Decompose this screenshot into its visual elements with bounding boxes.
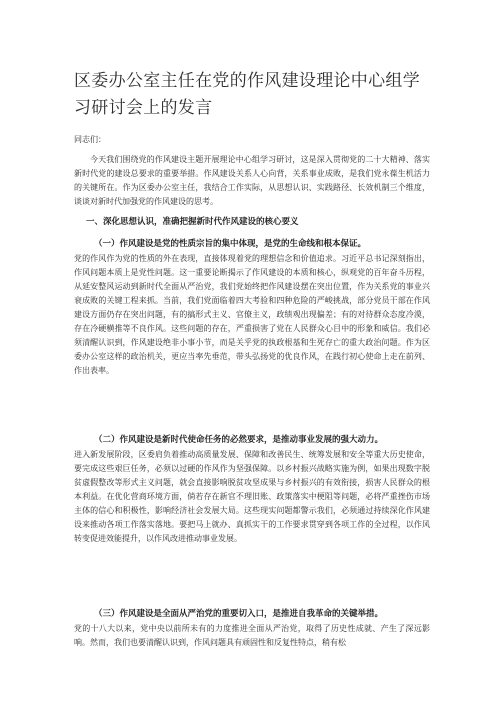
subsection-body-3: 党的十八大以来，党中央以前所未有的力度推进全面从严治党，取得了历史性成就、产生了深远影响。然而，我们也要清醒认识到，作风问题具有顽固性和反复性特点，稍有松: [74, 624, 430, 647]
greeting: 同志们：: [74, 135, 106, 144]
subsection-body-2: 进入新发展阶段，区委肩负着推动高质量发展、保障和改善民生、统筹发展和安全等重大历史使命，要完成这些艰巨任务，必须以过硬的作风作为坚强保障。以乡村振兴战略实施为例，如果出现数字脱贫虚假整改等形式主义问题，就会直接影响脱贫攻坚成果与乡村振兴的有效衔接，损害人民群众的根本利益。在优化营商环境方面，倘若存在新官不理旧账、政策落实中梗阻等问题，必将严重挫伤市场主体的信心和积极性，影响经济社会发展大局。这些现实问题都警示我们，必须通过持续深化作风建设来推动各项工作落实落地。要把马上就办、真抓实干的工作要求贯穿到各项工作的全过程，以作风转变促进效能提升，以作风改进推动事业发展。: [74, 450, 430, 543]
subsection-heading-1: （一）作风建设是党的性质宗旨的集中体现，是党的生命线和根本保证。: [94, 239, 367, 249]
intro-paragraph: 今天我们围绕党的作风建设主题开展理论中心组学习研讨，这是深入贯彻党的二十大精神、落实新时代党的建设总要求的重要举措。作风建设关系人心向背，关系事业成败，是我们党永葆生机活力的关键所在。作为区委办公室主任，我结合工作实际，从思想认识、实践路径、长效机制三个维度，谈谈对新时代加强党的作风建设的思考。: [74, 155, 430, 206]
document-title: 区委办公室主任在党的作风建设理论中心组学习研讨会上的发言: [74, 71, 420, 118]
section-heading: 一、深化思想认识，准确把握新时代作风建设的核心要义: [86, 217, 299, 227]
subsection-body-1: 党的作风作为党的性质的外在表现，直接体现着党的理想信念和价值追求。习近平总书记深刻指出，作风问题本质上是党性问题。这一重要论断揭示了作风建设的本质和核心，纵观党的百年奋斗历程，从延安整风运动到新时代全面从严治党，我们党始终把作风建设摆在突出位置，作为关系党的事业兴衰成败的关键工程来抓。当前，我们党面临着四大考验和四种危险的严峻挑战，部分党员干部在作风建设方面仍存在突出问题，有的搞形式主义、官僚主义，政绩观出现偏差；有的对待群众态度冷漠，存在冷硬横推等不良作风。这些问题的存在，严重损害了党在人民群众心目中的形象和威信。我们必须清醒认识到，作风建设绝非小事小节，而是关乎党的执政根基和生死存亡的重大政治问题。作为区委办公室这样的政治机关，更应当率先垂范，带头弘扬党的优良作风，在践行初心使命上走在前列、作出表率。: [74, 254, 430, 375]
subsection-heading-3: （三）作风建设是全面从严治党的重要切入口，是推进自我革命的关键举措。: [94, 609, 384, 619]
subsection-heading-2: （二）作风建设是新时代使命任务的必然要求，是推动事业发展的强大动力。: [94, 435, 384, 445]
